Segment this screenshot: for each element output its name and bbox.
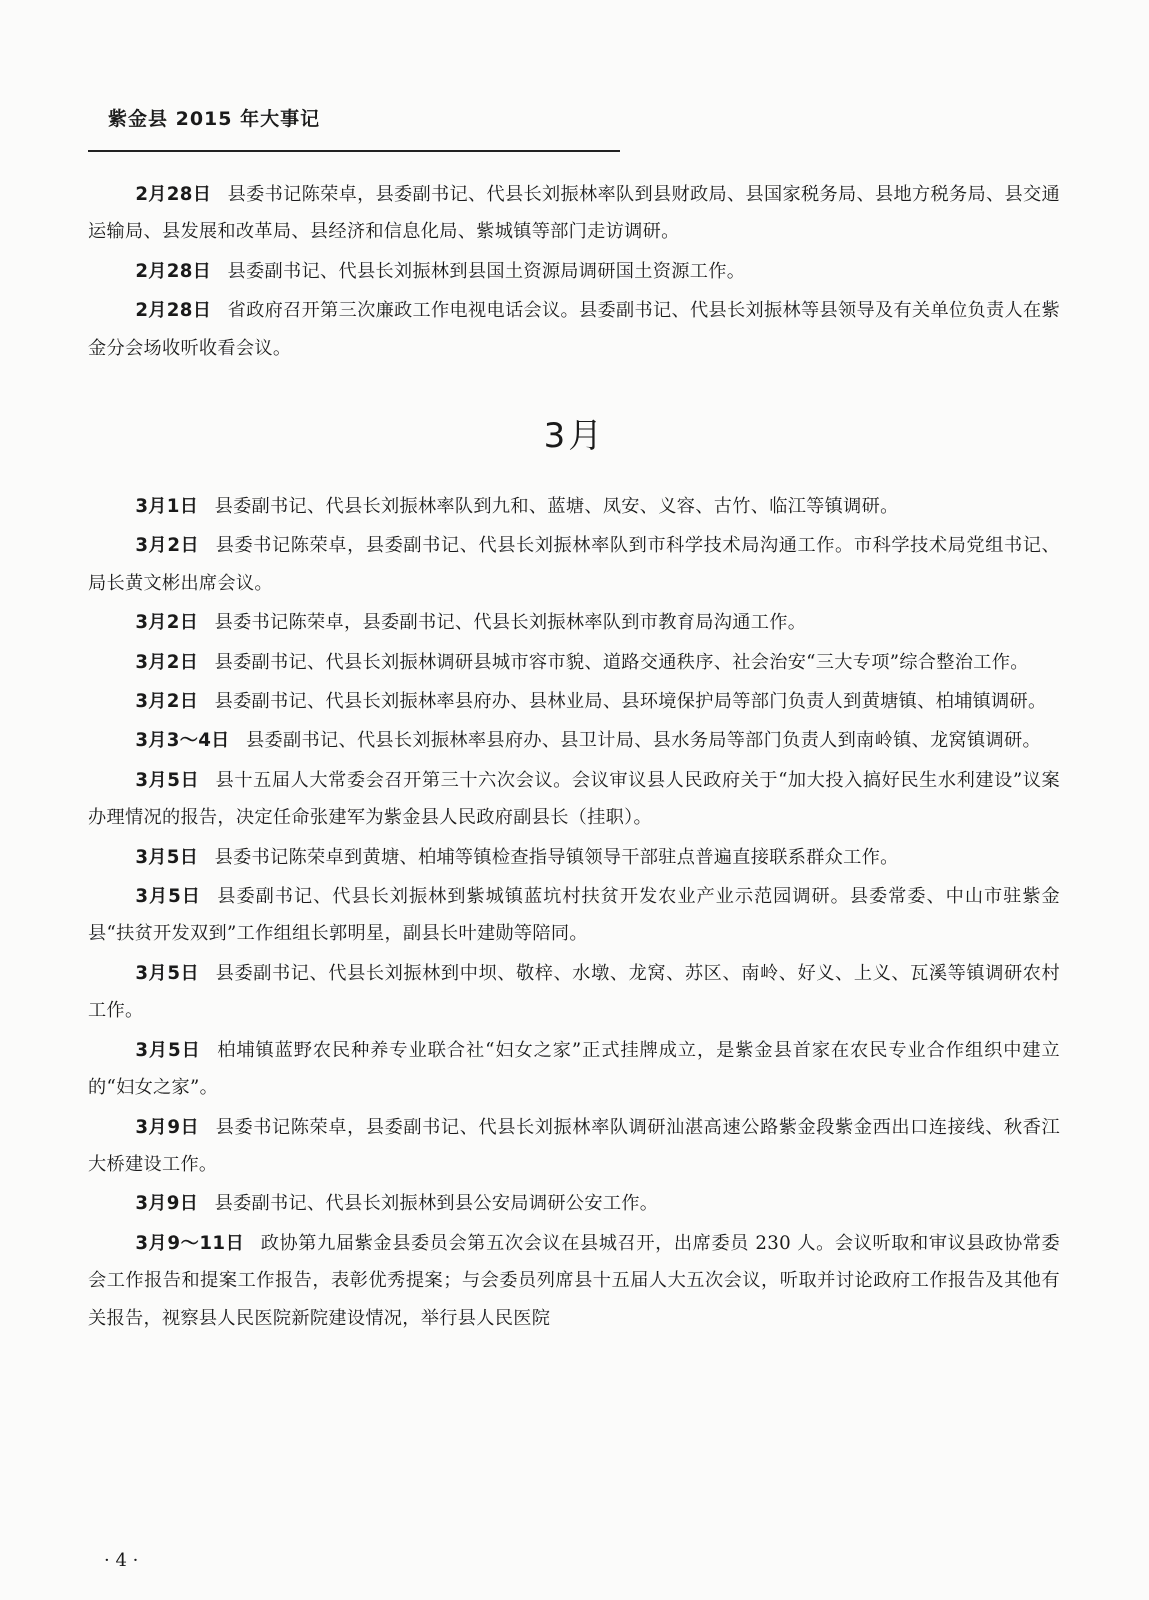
entry bbox=[88, 955, 1060, 1030]
entry-text: 县委书记陈荣卓，县委副书记、代县长刘振林率队到市教育局沟通工作。 bbox=[214, 612, 807, 634]
entry-text: 县委副书记、代县长刘振林率县府办、县卫计局、县水务局等部门负责人到南岭镇、龙窝镇调研。 bbox=[246, 730, 1041, 752]
entry-date: 3月3～4日 bbox=[135, 730, 230, 752]
march-entries bbox=[88, 488, 1060, 1339]
entry-date: 3月2日 bbox=[135, 612, 199, 634]
entry bbox=[88, 762, 1060, 837]
entry-text: 县委副书记、代县长刘振林到紫城镇蓝坑村扶贫开发农业产业示范园调研。县委常委、中山市驻紫金县“扶贫开发双到”工作组组长郭明星，副县长叶建勋等陪同。 bbox=[88, 886, 1060, 945]
entry bbox=[88, 1032, 1060, 1107]
entry-text: 县委书记陈荣卓，县委副书记、代县长刘振林率队到市科学技术局沟通工作。市科学技术局党组书记、局长黄文彬出席会议。 bbox=[88, 535, 1060, 594]
entry bbox=[88, 488, 1060, 525]
entry-text: 政协第九届紫金县委员会第五次会议在县城召开，出席委员 230 人。会议听取和审议县政协常委会工作报告和提案工作报告，表彰优秀提案；与会委员列席县十五届人大五次会议，听取并讨论政府工作报告及其他有关报告，视察县人民医院新院建设情况，举行县人民医院 bbox=[88, 1232, 1060, 1329]
entry-date: 3月9日 bbox=[135, 1116, 200, 1138]
entry-date: 3月9～11日 bbox=[135, 1232, 245, 1254]
february-entries bbox=[88, 176, 1060, 369]
entry-date: 2月28日 bbox=[135, 300, 212, 322]
entry-text: 县委副书记、代县长刘振林到县国土资源局调研国土资源工作。 bbox=[227, 260, 746, 282]
entry bbox=[88, 644, 1060, 681]
entry-text: 县委副书记、代县长刘振林率队到九和、蓝塘、凤安、义容、古竹、临江等镇调研。 bbox=[214, 496, 899, 517]
entry bbox=[88, 878, 1060, 953]
entry-date: 3月2日 bbox=[135, 651, 199, 673]
entry-text: 省政府召开第三次廉政工作电视电话会议。县委副书记、代县长刘振林等县领导及有关单位负责人在紫金分会场收听收看会议。 bbox=[88, 300, 1060, 359]
entry-date: 3月9日 bbox=[135, 1193, 199, 1215]
entry-date: 3月5日 bbox=[135, 1039, 201, 1061]
entry-text: 县委副书记、代县长刘振林率县府办、县林业局、县环境保护局等部门负责人到黄塘镇、柏埔镇调研。 bbox=[214, 691, 1047, 713]
entry-date: 3月1日 bbox=[135, 496, 199, 517]
month-heading: 3月 bbox=[543, 416, 606, 456]
entry bbox=[88, 683, 1060, 720]
entry bbox=[88, 176, 1060, 251]
entry bbox=[88, 1225, 1060, 1337]
entry-text: 县委书记陈荣卓，县委副书记、代县长刘振林率队到县财政局、县国家税务局、县地方税务局、县交通运输局、县发展和改革局、县经济和信息化局、紫城镇等部门走访调研。 bbox=[88, 184, 1060, 243]
entry-date: 3月5日 bbox=[135, 846, 199, 868]
entry-text: 柏埔镇蓝野农民种养专业联合社“妇女之家”正式挂牌成立，是紫金县首家在农民专业合作组织中建立的“妇女之家”。 bbox=[88, 1039, 1060, 1099]
entry bbox=[88, 253, 1060, 290]
entry-date: 3月5日 bbox=[135, 886, 201, 908]
entry-text: 县委副书记、代县长刘振林到中坝、敬梓、水墩、龙窝、苏区、南岭、好义、上义、瓦溪等镇调研农村工作。 bbox=[88, 962, 1060, 1022]
entry bbox=[88, 839, 1060, 876]
entry-text: 县委副书记、代县长刘振林调研县城市容市貌、道路交通秩序、社会治安“三大专项”综合整治工作。 bbox=[214, 651, 1029, 673]
entry bbox=[88, 604, 1060, 641]
entry-date: 3月5日 bbox=[135, 962, 200, 984]
running-header: 紫金县 2015 年大事记 bbox=[108, 108, 321, 130]
entry-date: 3月2日 bbox=[135, 691, 199, 713]
entry-text: 县十五届人大常委会召开第三十六次会议。会议审议县人民政府关于“加大投入搞好民生水利建设”议案办理情况的报告，决定任命张建军为紫金县人民政府副县长（挂职）。 bbox=[88, 769, 1060, 829]
entry bbox=[88, 722, 1060, 759]
header-rule bbox=[88, 150, 620, 152]
entry-text: 县委书记陈荣卓到黄塘、柏埔等镇检查指导镇领导干部驻点普遍直接联系群众工作。 bbox=[214, 846, 899, 868]
entry bbox=[88, 1109, 1060, 1184]
entry-date: 2月28日 bbox=[135, 184, 212, 205]
entry bbox=[88, 292, 1060, 367]
entry bbox=[88, 527, 1060, 602]
entry-date: 3月5日 bbox=[135, 769, 200, 791]
entry-date: 3月2日 bbox=[135, 535, 200, 557]
entry-text: 县委副书记、代县长刘振林到县公安局调研公安工作。 bbox=[214, 1193, 659, 1215]
entry bbox=[88, 1185, 1060, 1222]
page-number: · 4 · bbox=[104, 1550, 139, 1571]
entry-text: 县委书记陈荣卓，县委副书记、代县长刘振林率队调研汕湛高速公路紫金段紫金西出口连接线、秋香江大桥建设工作。 bbox=[88, 1116, 1060, 1175]
entry-date: 2月28日 bbox=[135, 260, 212, 282]
